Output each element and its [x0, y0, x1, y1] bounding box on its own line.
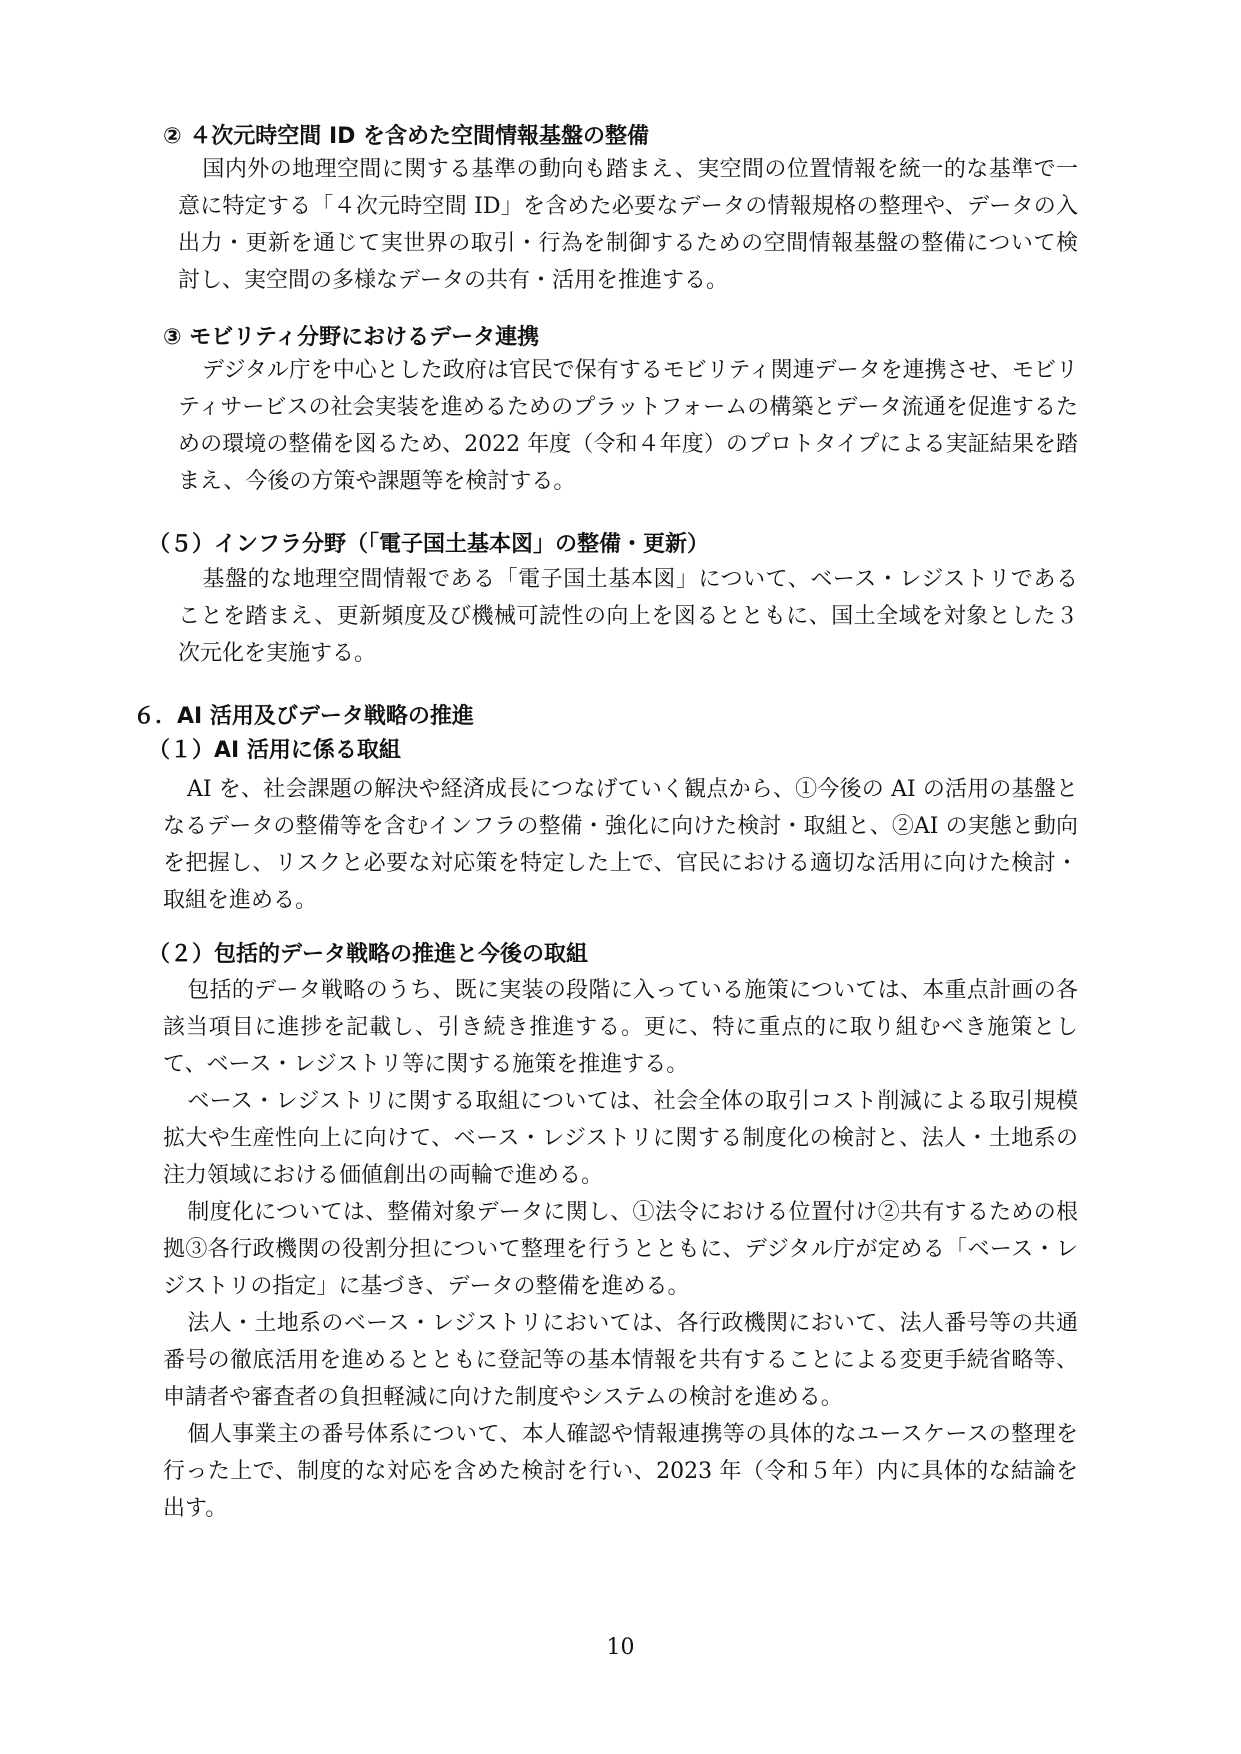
section-heading-ai-use: （１）AI 活用に係る取組	[148, 738, 401, 763]
paragraph-data-strategy-3: 制度化については、整備対象データに関し、①法令における位置付け②共有するための根拠③各行政機関の役割分担について整理を行うとともに、デジタル庁が定める「ベース・レジストリの指定」に基づき、データの整備を進める。	[163, 1200, 1078, 1299]
paragraph-data-strategy-5: 個人事業主の番号体系について、本人確認や情報連携等の具体的なユースケースの整理を行った上で、制度的な対応を含めた検討を行い、2023 年（令和５年）内に具体的な結論を出す。	[163, 1422, 1078, 1521]
section-heading-data-strategy: （２）包括的データ戦略の推進と今後の取組	[148, 942, 589, 967]
section-heading-mobility: ③ モビリティ分野におけるデータ連携	[163, 325, 540, 350]
paragraph-data-strategy-4: 法人・土地系のベース・レジストリにおいては、各行政機関において、法人番号等の共通番号の徹底活用を進めるとともに登記等の基本情報を共有することによる変更手続省略等、申請者や審査者の負担軽減に向けた制度やシステムの検討を進める。	[163, 1311, 1078, 1410]
paragraph-data-strategy-1: 包括的データ戦略のうち、既に実装の段階に入っている施策については、本重点計画の各該当項目に進捗を記載し、引き続き推進する。更に、特に重点的に取り組むべき施策として、ベース・レジストリ等に関する施策を推進する。	[163, 978, 1078, 1077]
paragraph-data-strategy-2: ベース・レジストリに関する取組については、社会全体の取引コスト削減による取引規模拡大や生産性向上に向けて、ベース・レジストリに関する制度化の検討と、法人・土地系の注力領域における価値創出の両輪で進める。	[163, 1089, 1078, 1188]
chapter-heading-ai-data-strategy: ６．AI 活用及びデータ戦略の推進	[133, 704, 474, 729]
section-body-4d-spatial-id: 国内外の地理空間に関する基準の動向も踏まえ、実空間の位置情報を統一的な基準で一意に特定する「４次元時空間 ID」を含めた必要なデータの情報規格の整理や、データの入出力・更新を通じて実世界の取引・行為を制御するための空間情報基盤の整備について検討し、実空間の多様なデータの共有・活用を推進する。	[178, 157, 1078, 293]
section-heading-infrastructure: （５）インフラ分野（「電子国土基本図」の整備・更新）	[148, 532, 710, 557]
section-heading-4d-spatial-id: ② ４次元時空間 ID を含めた空間情報基盤の整備	[163, 124, 650, 149]
section-body-ai-use: AI を、社会課題の解決や経済成長につなげていく観点から、①今後の AI の活用の基盤となるデータの整備等を含むインフラの整備・強化に向けた検討・取組と、②AI の実態と動向を把握し、リスクと必要な対応策を特定した上で、官民における適切な活用に向けた検討・取組を進める。	[163, 777, 1078, 913]
page-number: 10	[606, 1635, 635, 1660]
section-body-mobility: デジタル庁を中心とした政府は官民で保有するモビリティ関連データを連携させ、モビリティサービスの社会実装を進めるためのプラットフォームの構築とデータ流通を促進するための環境の整備を図るため、2022 年度（令和４年度）のプロトタイプによる実証結果を踏まえ、今後の方策や課題等を検討する。	[178, 358, 1078, 494]
section-body-infrastructure: 基盤的な地理空間情報である「電子国土基本図」について、ベース・レジストリであることを踏まえ、更新頻度及び機械可読性の向上を図るとともに、国土全域を対象とした３次元化を実施する。	[178, 567, 1078, 666]
